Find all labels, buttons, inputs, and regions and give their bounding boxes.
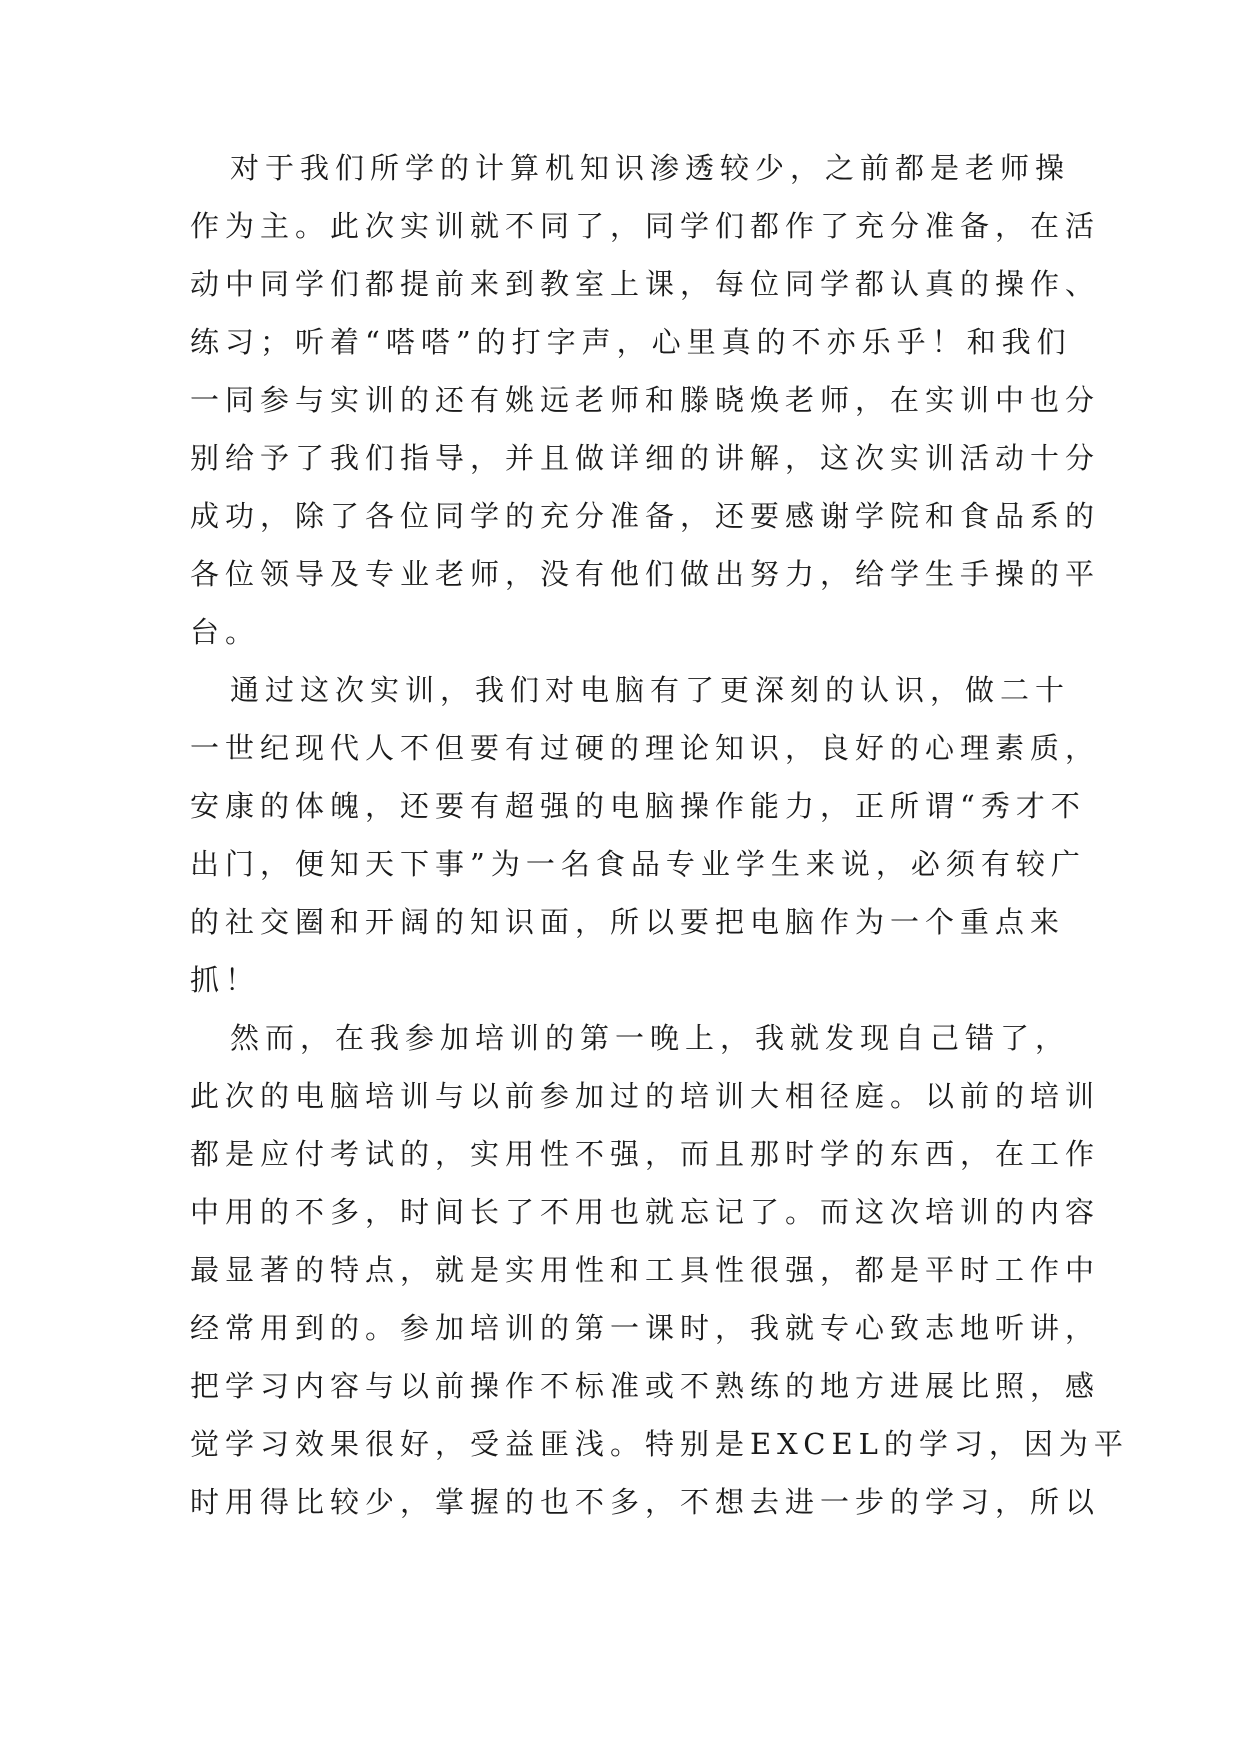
text-line: 最显著的特点，就是实用性和工具性很强，都是平时工作中 [190, 1253, 1101, 1287]
text-line: 都是应付考试的，实用性不强，而且那时学的东西，在工作 [190, 1137, 1101, 1171]
text-line: 出门，便知天下事”为一名食品专业学生来说，必须有较广 [190, 847, 1086, 881]
text-line: 然而，在我参加培训的第一晚上，我就发现自己错了， [230, 1021, 1071, 1055]
text-line: 一同参与实训的还有姚远老师和滕晓焕老师，在实训中也分 [190, 383, 1101, 417]
text-line: 作为主。此次实训就不同了，同学们都作了充分准备，在活 [190, 209, 1101, 243]
text-line: 时用得比较少，掌握的也不多，不想去进一步的学习，所以 [190, 1485, 1101, 1519]
text-line: 把学习内容与以前操作不标准或不熟练的地方进展比照，感 [190, 1369, 1101, 1403]
text-line: 的社交圈和开阔的知识面，所以要把电脑作为一个重点来 [190, 905, 1066, 939]
text-line: 台。 [190, 615, 261, 649]
text-line: 成功，除了各位同学的充分准备，还要感谢学院和食品系的 [190, 499, 1101, 533]
text-line: 通过这次实训，我们对电脑有了更深刻的认识，做二十 [230, 673, 1071, 707]
text-line: 此次的电脑培训与以前参加过的培训大相径庭。以前的培训 [190, 1079, 1101, 1113]
text-line: 中用的不多，时间长了不用也就忘记了。而这次培训的内容 [190, 1195, 1101, 1229]
text-line: 对于我们所学的计算机知识渗透较少，之前都是老师操 [230, 151, 1071, 185]
text-line: 安康的体魄，还要有超强的电脑操作能力，正所谓“秀才不 [190, 789, 1086, 823]
text-line: 别给予了我们指导，并且做详细的讲解，这次实训活动十分 [190, 441, 1101, 475]
text-line: 觉学习效果很好，受益匪浅。特别是EXCEL的学习，因为平 [190, 1427, 1129, 1461]
text-line: 经常用到的。参加培训的第一课时，我就专心致志地听讲， [190, 1311, 1101, 1345]
text-line: 练习；听着“嗒嗒”的打字声，心里真的不亦乐乎！和我们 [190, 325, 1072, 359]
text-line: 动中同学们都提前来到教室上课，每位同学都认真的操作、 [190, 267, 1101, 301]
text-line: 各位领导及专业老师，没有他们做出努力，给学生手操的平 [190, 557, 1101, 591]
text-line: 一世纪现代人不但要有过硬的理论知识，良好的心理素质， [190, 731, 1101, 765]
text-line: 抓！ [190, 963, 261, 997]
